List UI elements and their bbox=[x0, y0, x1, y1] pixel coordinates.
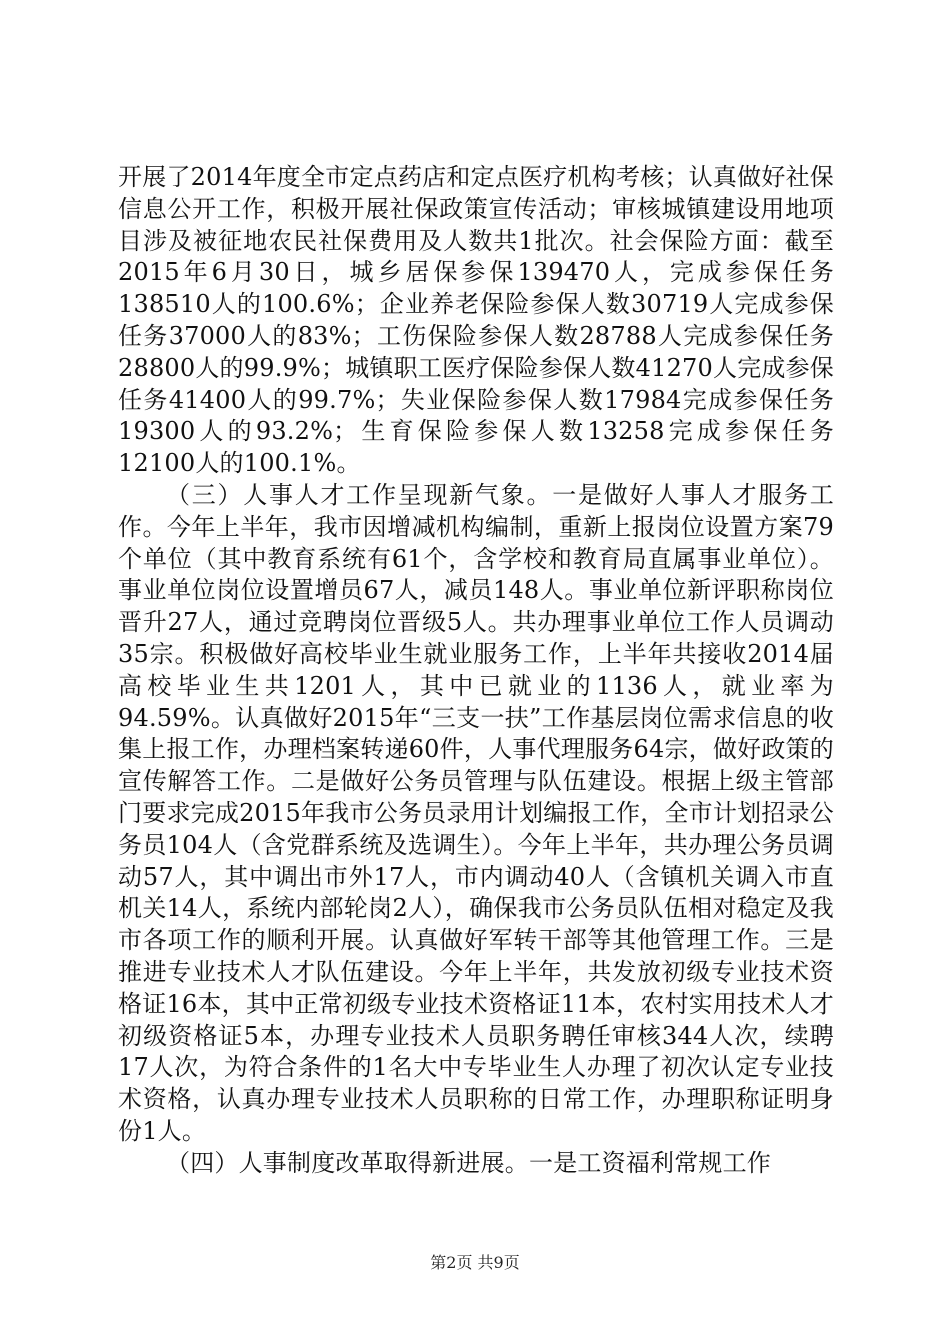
paragraph-personnel-talent: （三）人事人才工作呈现新气象。一是做好人事人才服务工作。今年上半年，我市因增减机构编制，重新上报岗位设置方案79个单位（其中教育系统有61个，含学校和教育局直属事业单位）。事业单位岗位设置增员67人，减员148人。事业单位新评职称岗位晋升27人，通过竞聘岗位晋级5人。共办理事业单位工作人员调动35宗。积极做好高校毕业生就业服务工作，上半年共接收2014届高校毕业生共1201人，其中已就业的1136人，就业率为94.59%。认真做好2015年“三支一扶”工作基层岗位需求信息的收集上报工作，办理档案转递60件，人事代理服务64宗，做好政策的宣传解答工作。二是做好公务员管理与队伍建设。根据上级主管部门要求完成2015年我市公务员录用计划编报工作，全市计划招录公务员104人（含党群系统及选调生）。今年上半年，共办理公务员调动57人，其中调出市外17人，市内调动40人（含镇机关调入市直机关14人，系统内部轮岗2人），确保我市公务员队伍相对稳定及我市各项工作的顺利开展。认真做好军转干部等其他管理工作。三是推进专业技术人才队伍建设。今年上半年，共发放初级专业技术资格证16本，其中正常初级专业技术资格证11本，农村实用技术人才初级资格证5本，办理专业技术人员职务聘任审核344人次，续聘17人次，为符合条件的1名大中专毕业生人办理了初次认定专业技术资格，认真办理专业技术人员职称的日常工作，办理职称证明身份1人。 bbox=[118, 480, 834, 1145]
paragraph-social-insurance: 开展了2014年度全市定点药店和定点医疗机构考核；认真做好社保信息公开工作，积极开展社保政策宣传活动；审核城镇建设用地项目涉及被征地农民社保费用及人数共1批次。社会保险方面：截至2015年6月30日，城乡居保参保139470人，完成参保任务138510人的100.6%；企业养老保险参保人数30719人完成参保任务37000人的83%；工伤保险参保人数28788人完成参保任务28800人的99.9%；城镇职工医疗保险参保人数41270人完成参保任务41400人的99.7%；失业保险参保人数17984完成参保任务19300人的93.2%；生育保险参保人数13258完成参保任务12100人的100.1%。 bbox=[118, 163, 834, 478]
page-footer bbox=[0, 1250, 950, 1273]
paragraph-personnel-reform: （四）人事制度改革取得新进展。一是工资福利常规工作 bbox=[166, 1148, 771, 1177]
body-text bbox=[118, 162, 834, 1180]
page-number-label: 第2页 共9页 bbox=[430, 1253, 520, 1272]
